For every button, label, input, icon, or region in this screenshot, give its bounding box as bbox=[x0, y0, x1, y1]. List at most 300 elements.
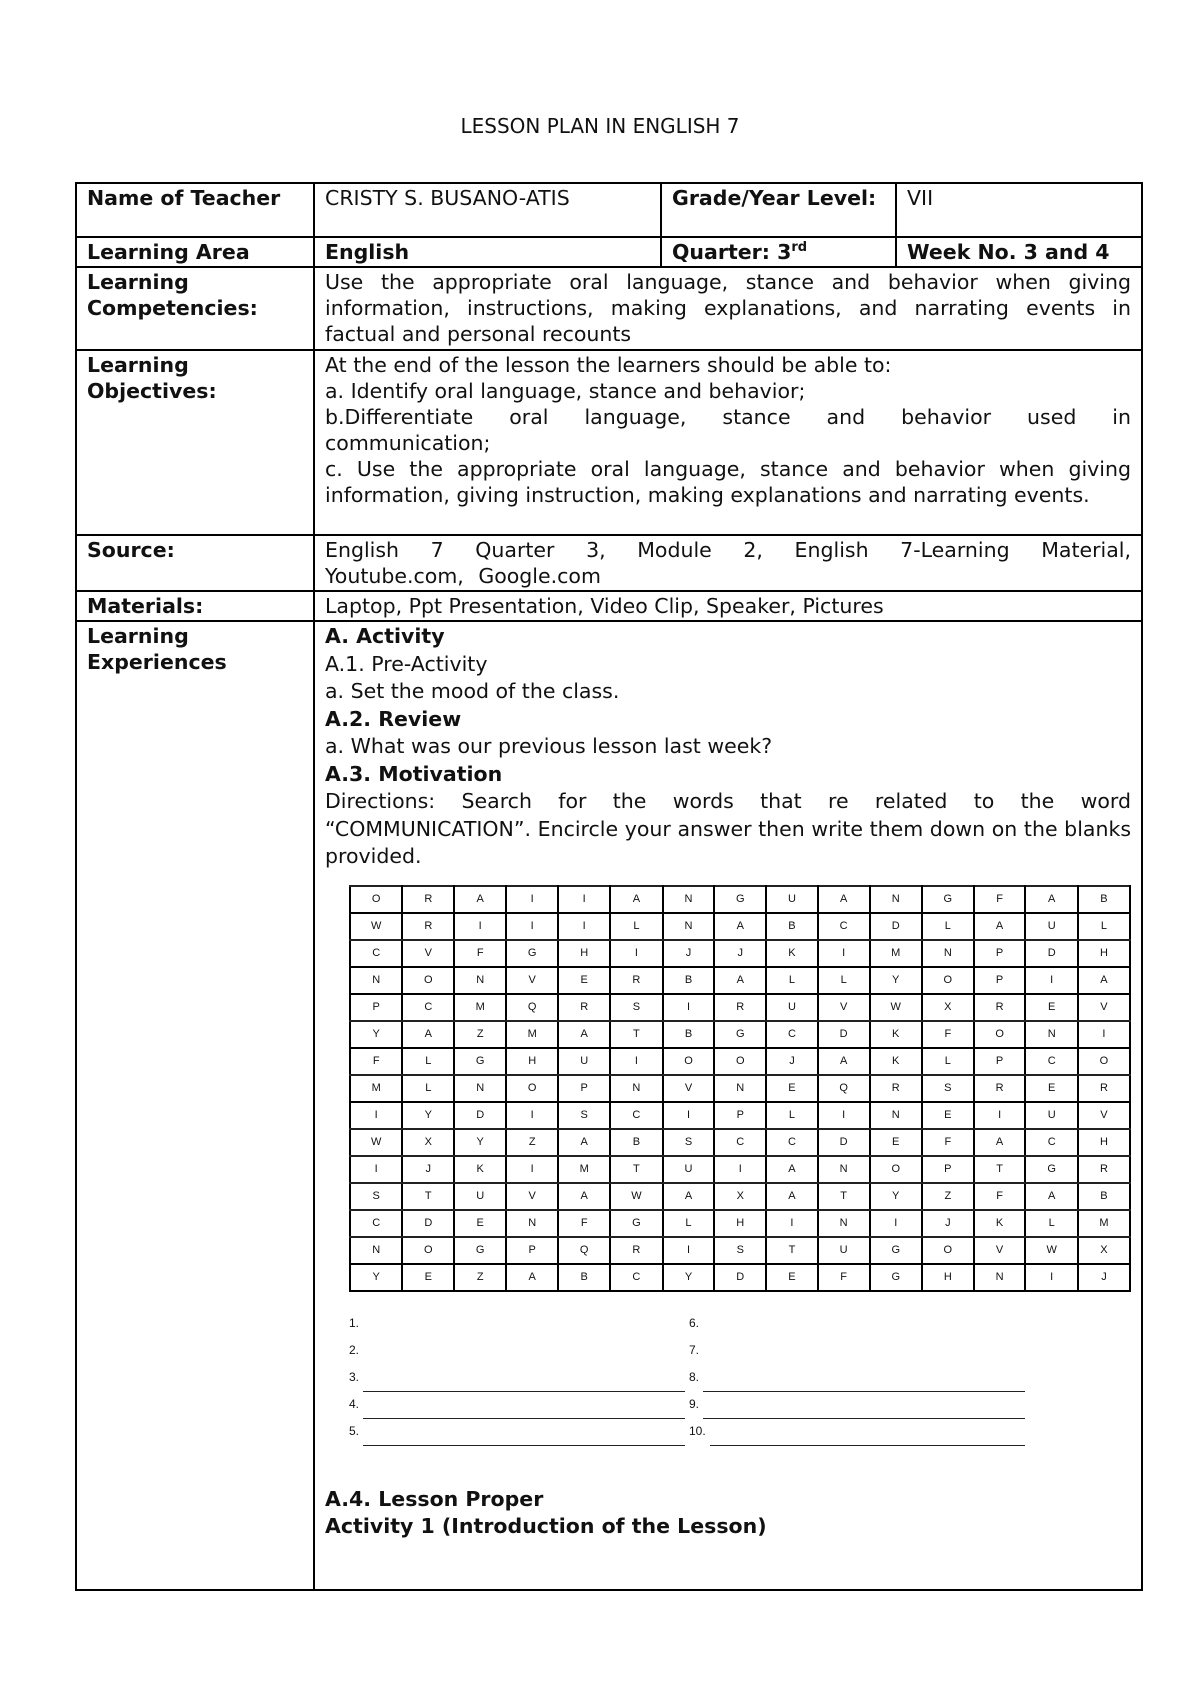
grid-cell[interactable]: S bbox=[558, 1102, 610, 1129]
answer-number: 10. bbox=[689, 1424, 706, 1438]
grid-cell[interactable]: F bbox=[558, 1210, 610, 1237]
grid-cell[interactable]: P bbox=[350, 994, 402, 1021]
answer-blank[interactable] bbox=[349, 1316, 689, 1338]
grid-cell[interactable]: A bbox=[506, 1264, 558, 1291]
grid-cell[interactable]: D bbox=[402, 1210, 454, 1237]
grid-cell[interactable]: N bbox=[870, 886, 922, 913]
answer-number: 4. bbox=[349, 1397, 360, 1411]
grid-cell[interactable]: L bbox=[1025, 1210, 1077, 1237]
grid-cell[interactable]: P bbox=[974, 1048, 1026, 1075]
grid-cell[interactable]: D bbox=[1025, 940, 1077, 967]
competencies-text: Use the appropriate oral language, stance and behavior when giving information, instructions, making explanations, and narrating events in factual and personal recounts bbox=[314, 267, 1142, 350]
grid-cell[interactable]: K bbox=[454, 1156, 506, 1183]
grid-cell[interactable]: C bbox=[766, 1129, 818, 1156]
grid-cell[interactable]: G bbox=[714, 1021, 766, 1048]
grid-cell[interactable]: J bbox=[663, 940, 715, 967]
grid-cell[interactable]: O bbox=[974, 1021, 1026, 1048]
lesson-proper-heading: A.4. Lesson Proper bbox=[325, 1486, 544, 1511]
source-label: Source: bbox=[76, 535, 314, 591]
grid-row bbox=[350, 940, 1130, 967]
grid-cell[interactable]: U bbox=[1025, 913, 1077, 940]
grid-cell[interactable]: D bbox=[454, 1102, 506, 1129]
grid-cell[interactable]: V bbox=[818, 994, 870, 1021]
grid-cell[interactable]: C bbox=[350, 940, 402, 967]
grid-cell[interactable]: X bbox=[714, 1183, 766, 1210]
grid-cell[interactable]: Z bbox=[454, 1264, 506, 1291]
grid-cell[interactable]: P bbox=[714, 1102, 766, 1129]
grid-cell[interactable]: A bbox=[974, 1129, 1026, 1156]
grid-cell[interactable]: V bbox=[663, 1075, 715, 1102]
grid-cell[interactable]: Y bbox=[663, 1264, 715, 1291]
grid-cell[interactable]: I bbox=[350, 1102, 402, 1129]
grid-cell[interactable]: T bbox=[818, 1183, 870, 1210]
grid-cell[interactable]: H bbox=[506, 1048, 558, 1075]
grid-cell[interactable]: U bbox=[818, 1237, 870, 1264]
grid-cell[interactable]: I bbox=[663, 994, 715, 1021]
grid-cell[interactable]: J bbox=[766, 1048, 818, 1075]
grid-cell[interactable]: L bbox=[766, 967, 818, 994]
grid-cell[interactable]: K bbox=[870, 1021, 922, 1048]
grid-cell[interactable]: E bbox=[870, 1129, 922, 1156]
materials-label: Materials: bbox=[76, 591, 314, 621]
grid-cell[interactable]: I bbox=[506, 1156, 558, 1183]
grid-cell[interactable]: I bbox=[506, 1102, 558, 1129]
area-value: English bbox=[314, 237, 661, 267]
answer-number: 2. bbox=[349, 1343, 360, 1357]
grid-cell[interactable]: W bbox=[350, 1129, 402, 1156]
grid-cell[interactable]: T bbox=[610, 1156, 662, 1183]
grid-cell[interactable]: B bbox=[558, 1264, 610, 1291]
answer-blank[interactable] bbox=[349, 1343, 689, 1365]
grid-cell[interactable]: O bbox=[402, 967, 454, 994]
grid-cell[interactable]: E bbox=[1025, 994, 1077, 1021]
grid-cell[interactable]: G bbox=[454, 1048, 506, 1075]
teacher-name: CRISTY S. BUSANO-ATIS bbox=[314, 183, 661, 237]
grid-cell[interactable]: N bbox=[610, 1075, 662, 1102]
grid-cell[interactable]: P bbox=[922, 1156, 974, 1183]
grid-cell[interactable]: Q bbox=[506, 994, 558, 1021]
grid-cell[interactable]: C bbox=[610, 1102, 662, 1129]
grid-cell[interactable]: N bbox=[454, 1075, 506, 1102]
grid-cell[interactable]: S bbox=[714, 1237, 766, 1264]
grid-cell[interactable]: V bbox=[974, 1237, 1026, 1264]
grid-cell[interactable]: A bbox=[974, 913, 1026, 940]
grid-cell[interactable]: A bbox=[766, 1183, 818, 1210]
grid-cell[interactable]: I bbox=[714, 1156, 766, 1183]
grid-cell[interactable]: R bbox=[974, 994, 1026, 1021]
grid-cell[interactable]: E bbox=[402, 1264, 454, 1291]
review-text: a. What was our previous lesson last week? bbox=[325, 734, 773, 758]
grid-cell[interactable]: G bbox=[870, 1237, 922, 1264]
grid-cell[interactable]: K bbox=[974, 1210, 1026, 1237]
grid-cell[interactable]: Y bbox=[454, 1129, 506, 1156]
grid-cell[interactable]: K bbox=[766, 940, 818, 967]
grid-cell[interactable]: S bbox=[922, 1075, 974, 1102]
grid-cell[interactable]: G bbox=[610, 1210, 662, 1237]
answer-line[interactable] bbox=[710, 1435, 1025, 1446]
grid-cell[interactable]: Z bbox=[454, 1021, 506, 1048]
grid-cell[interactable]: I bbox=[1078, 1021, 1130, 1048]
grid-cell[interactable]: J bbox=[402, 1156, 454, 1183]
answer-number: 9. bbox=[689, 1397, 700, 1411]
pre-activity-text: a. Set the mood of the class. bbox=[325, 679, 620, 703]
grid-cell[interactable]: A bbox=[663, 1183, 715, 1210]
grid-cell[interactable]: N bbox=[350, 967, 402, 994]
grid-cell[interactable]: N bbox=[663, 913, 715, 940]
grid-cell[interactable]: O bbox=[663, 1048, 715, 1075]
grid-cell[interactable]: I bbox=[610, 1048, 662, 1075]
answer-number: 3. bbox=[349, 1370, 360, 1384]
page-title: LESSON PLAN IN ENGLISH 7 bbox=[460, 114, 740, 138]
grid-cell[interactable]: L bbox=[663, 1210, 715, 1237]
objectives-intro: At the end of the lesson the learners should be able to: bbox=[325, 353, 892, 377]
grid-cell[interactable]: T bbox=[610, 1021, 662, 1048]
answer-blank[interactable] bbox=[349, 1397, 689, 1419]
grid-cell[interactable]: L bbox=[402, 1048, 454, 1075]
grid-cell[interactable]: F bbox=[974, 886, 1026, 913]
grid-cell[interactable]: N bbox=[714, 1075, 766, 1102]
grid-cell[interactable]: U bbox=[766, 886, 818, 913]
answer-blank[interactable] bbox=[349, 1424, 689, 1446]
grid-cell[interactable]: A bbox=[1078, 967, 1130, 994]
grid-cell[interactable]: E bbox=[766, 1264, 818, 1291]
objective-item: b.Differentiate oral language, stance and behavior used in communication; bbox=[325, 405, 1131, 455]
grid-cell[interactable]: N bbox=[1025, 1021, 1077, 1048]
grid-cell[interactable]: H bbox=[1078, 940, 1130, 967]
grid-cell[interactable]: W bbox=[1025, 1237, 1077, 1264]
grid-cell[interactable]: M bbox=[870, 940, 922, 967]
grid-cell[interactable]: H bbox=[558, 940, 610, 967]
grid-cell[interactable]: G bbox=[922, 886, 974, 913]
grid-cell[interactable]: C bbox=[714, 1129, 766, 1156]
lesson-plan-table bbox=[75, 182, 1143, 1591]
grid-cell[interactable]: A bbox=[818, 1048, 870, 1075]
answer-line[interactable] bbox=[703, 1408, 1025, 1419]
grid-cell[interactable]: H bbox=[714, 1210, 766, 1237]
answer-line[interactable] bbox=[703, 1328, 1025, 1338]
grid-cell[interactable]: A bbox=[454, 886, 506, 913]
answer-line[interactable] bbox=[363, 1408, 685, 1419]
grid-cell[interactable]: A bbox=[714, 913, 766, 940]
experiences-label: Learning Experiences bbox=[76, 621, 314, 1590]
grid-cell[interactable]: P bbox=[974, 967, 1026, 994]
grid-cell[interactable]: W bbox=[350, 913, 402, 940]
experiences-content bbox=[314, 621, 1142, 1590]
grid-cell[interactable]: X bbox=[922, 994, 974, 1021]
grid-cell[interactable]: Y bbox=[350, 1021, 402, 1048]
grid-cell[interactable]: M bbox=[1078, 1210, 1130, 1237]
grid-cell[interactable]: Q bbox=[558, 1237, 610, 1264]
grid-cell[interactable]: A bbox=[766, 1156, 818, 1183]
grid-cell[interactable]: F bbox=[922, 1021, 974, 1048]
grid-cell[interactable]: O bbox=[714, 1048, 766, 1075]
grid-cell[interactable]: V bbox=[1078, 994, 1130, 1021]
answer-line[interactable] bbox=[363, 1381, 685, 1392]
grid-cell[interactable]: I bbox=[454, 913, 506, 940]
grid-cell[interactable]: B bbox=[610, 1129, 662, 1156]
grid-cell[interactable]: N bbox=[506, 1210, 558, 1237]
grid-cell[interactable]: I bbox=[870, 1210, 922, 1237]
grid-cell[interactable]: U bbox=[1025, 1102, 1077, 1129]
grid-cell[interactable]: I bbox=[1025, 967, 1077, 994]
grid-row bbox=[350, 913, 1130, 940]
grid-cell[interactable]: L bbox=[766, 1102, 818, 1129]
grid-cell[interactable]: L bbox=[1078, 913, 1130, 940]
grid-cell[interactable]: U bbox=[454, 1183, 506, 1210]
grid-cell[interactable]: R bbox=[714, 994, 766, 1021]
grid-cell[interactable]: A bbox=[558, 1183, 610, 1210]
grid-cell[interactable]: G bbox=[506, 940, 558, 967]
grid-cell[interactable]: R bbox=[1078, 1156, 1130, 1183]
answer-blank[interactable] bbox=[689, 1424, 1029, 1446]
grid-cell[interactable]: W bbox=[610, 1183, 662, 1210]
answer-blank[interactable] bbox=[349, 1370, 689, 1392]
area-label: Learning Area bbox=[76, 237, 314, 267]
grid-row bbox=[350, 1210, 1130, 1237]
grid-cell[interactable]: I bbox=[818, 940, 870, 967]
grid-cell[interactable]: I bbox=[506, 886, 558, 913]
grade-label: Grade/Year Level: bbox=[661, 183, 896, 237]
grid-row bbox=[350, 1102, 1130, 1129]
grid-cell[interactable]: G bbox=[1025, 1156, 1077, 1183]
grid-cell[interactable]: O bbox=[402, 1237, 454, 1264]
grid-cell[interactable]: O bbox=[1078, 1048, 1130, 1075]
grid-cell[interactable]: P bbox=[558, 1075, 610, 1102]
grid-cell[interactable]: O bbox=[506, 1075, 558, 1102]
grid-cell[interactable]: N bbox=[350, 1237, 402, 1264]
grid-cell[interactable]: B bbox=[663, 967, 715, 994]
grid-cell[interactable]: B bbox=[1078, 1183, 1130, 1210]
quarter-sup: rd bbox=[791, 240, 808, 256]
grid-cell[interactable]: L bbox=[818, 967, 870, 994]
activity-heading: A. Activity bbox=[325, 624, 445, 648]
grid-cell[interactable]: R bbox=[402, 913, 454, 940]
answer-number: 7. bbox=[689, 1343, 700, 1357]
answer-blank[interactable] bbox=[689, 1397, 1029, 1419]
grid-cell[interactable]: N bbox=[870, 1102, 922, 1129]
grid-cell[interactable]: R bbox=[610, 1237, 662, 1264]
grid-cell[interactable]: E bbox=[922, 1102, 974, 1129]
grid-row bbox=[350, 1048, 1130, 1075]
grid-cell[interactable]: A bbox=[558, 1021, 610, 1048]
grid-cell[interactable]: O bbox=[870, 1156, 922, 1183]
answer-blank[interactable] bbox=[689, 1370, 1029, 1392]
grid-cell[interactable]: I bbox=[350, 1156, 402, 1183]
grid-cell[interactable]: M bbox=[506, 1021, 558, 1048]
grid-cell[interactable]: B bbox=[1078, 886, 1130, 913]
grid-cell[interactable]: H bbox=[1078, 1129, 1130, 1156]
grid-cell[interactable]: O bbox=[922, 1237, 974, 1264]
grid-row bbox=[350, 1264, 1130, 1291]
grid-cell[interactable]: R bbox=[1078, 1075, 1130, 1102]
grid-cell[interactable]: W bbox=[870, 994, 922, 1021]
grid-cell[interactable]: N bbox=[454, 967, 506, 994]
answer-line[interactable] bbox=[363, 1435, 685, 1446]
grid-cell[interactable]: I bbox=[1025, 1264, 1077, 1291]
grid-cell[interactable]: D bbox=[818, 1129, 870, 1156]
grid-cell[interactable]: F bbox=[974, 1183, 1026, 1210]
grid-cell[interactable]: C bbox=[1025, 1048, 1077, 1075]
grid-cell[interactable]: E bbox=[766, 1075, 818, 1102]
week: Week No. 3 and 4 bbox=[896, 237, 1142, 267]
grid-cell[interactable]: H bbox=[922, 1264, 974, 1291]
answer-line[interactable] bbox=[363, 1355, 685, 1365]
grid-cell[interactable]: L bbox=[922, 1048, 974, 1075]
grid-cell[interactable]: M bbox=[350, 1075, 402, 1102]
grid-cell[interactable]: R bbox=[558, 994, 610, 1021]
grid-cell[interactable]: S bbox=[610, 994, 662, 1021]
grid-cell[interactable]: Z bbox=[922, 1183, 974, 1210]
grid-cell[interactable]: V bbox=[506, 1183, 558, 1210]
grid-cell[interactable]: I bbox=[610, 940, 662, 967]
grid-row bbox=[350, 886, 1130, 913]
answer-line[interactable] bbox=[703, 1355, 1025, 1365]
grid-row bbox=[350, 1237, 1130, 1264]
answer-line[interactable] bbox=[363, 1328, 685, 1338]
objective-item: c. Use the appropriate oral language, stance and behavior when giving information, giving instruction, making explanations and narrating events. bbox=[325, 457, 1131, 507]
grid-cell[interactable]: O bbox=[350, 886, 402, 913]
grid-row bbox=[350, 1021, 1130, 1048]
grid-cell[interactable]: N bbox=[974, 1264, 1026, 1291]
grid-cell[interactable]: A bbox=[402, 1021, 454, 1048]
competencies-label: Learning Competencies: bbox=[76, 267, 314, 350]
grid-cell[interactable]: C bbox=[818, 913, 870, 940]
grid-cell[interactable]: P bbox=[974, 940, 1026, 967]
grid-cell[interactable]: C bbox=[402, 994, 454, 1021]
grid-cell[interactable]: P bbox=[506, 1237, 558, 1264]
word-search-grid bbox=[349, 885, 1131, 1292]
answer-number: 5. bbox=[349, 1424, 360, 1438]
grid-cell[interactable]: N bbox=[922, 940, 974, 967]
grid-cell[interactable]: F bbox=[818, 1264, 870, 1291]
objective-item: a. Identify oral language, stance and behavior; bbox=[325, 379, 806, 403]
grid-cell[interactable]: U bbox=[558, 1048, 610, 1075]
grid-cell[interactable]: L bbox=[402, 1075, 454, 1102]
grid-cell[interactable]: E bbox=[558, 967, 610, 994]
grid-cell[interactable]: A bbox=[558, 1129, 610, 1156]
grid-cell[interactable]: J bbox=[922, 1210, 974, 1237]
grid-cell[interactable]: M bbox=[454, 994, 506, 1021]
grid-cell[interactable]: G bbox=[870, 1264, 922, 1291]
grid-cell[interactable]: I bbox=[766, 1210, 818, 1237]
grid-cell[interactable]: Z bbox=[506, 1129, 558, 1156]
grid-cell[interactable]: C bbox=[350, 1210, 402, 1237]
grid-cell[interactable]: Q bbox=[818, 1075, 870, 1102]
grade-value: VII bbox=[896, 183, 1142, 237]
grid-cell[interactable]: R bbox=[974, 1075, 1026, 1102]
grid-cell[interactable]: R bbox=[402, 886, 454, 913]
grid-cell[interactable]: I bbox=[558, 886, 610, 913]
grid-cell[interactable]: K bbox=[870, 1048, 922, 1075]
quarter bbox=[661, 237, 896, 267]
grid-cell[interactable]: G bbox=[714, 886, 766, 913]
grid-cell[interactable]: F bbox=[922, 1129, 974, 1156]
grid-cell[interactable]: D bbox=[714, 1264, 766, 1291]
grid-cell[interactable]: A bbox=[610, 886, 662, 913]
grid-row bbox=[350, 967, 1130, 994]
grid-cell[interactable]: V bbox=[1078, 1102, 1130, 1129]
grid-cell[interactable]: A bbox=[714, 967, 766, 994]
grid-cell[interactable]: C bbox=[766, 1021, 818, 1048]
grid-row bbox=[350, 994, 1130, 1021]
grid-cell[interactable]: N bbox=[818, 1210, 870, 1237]
grid-cell[interactable]: Y bbox=[402, 1102, 454, 1129]
answer-blank[interactable] bbox=[689, 1343, 1029, 1365]
grid-cell[interactable]: I bbox=[663, 1237, 715, 1264]
grid-cell[interactable]: Y bbox=[350, 1264, 402, 1291]
grid-cell[interactable]: I bbox=[974, 1102, 1026, 1129]
grid-cell[interactable]: F bbox=[350, 1048, 402, 1075]
objectives-label: Learning Objectives: bbox=[76, 350, 314, 535]
motivation-heading: A.3. Motivation bbox=[325, 761, 503, 786]
grid-cell[interactable]: E bbox=[454, 1210, 506, 1237]
grid-cell[interactable]: F bbox=[454, 940, 506, 967]
grid-cell[interactable]: B bbox=[766, 913, 818, 940]
grid-cell[interactable]: I bbox=[663, 1102, 715, 1129]
answer-number: 8. bbox=[689, 1370, 700, 1384]
grid-cell[interactable]: R bbox=[870, 1075, 922, 1102]
grid-cell[interactable]: V bbox=[506, 967, 558, 994]
answer-blanks bbox=[349, 1316, 1029, 1446]
grid-cell[interactable]: I bbox=[818, 1102, 870, 1129]
grid-cell[interactable]: C bbox=[1025, 1129, 1077, 1156]
grid-cell[interactable]: X bbox=[402, 1129, 454, 1156]
grid-cell[interactable]: T bbox=[766, 1237, 818, 1264]
grid-cell[interactable]: A bbox=[1025, 886, 1077, 913]
grid-cell[interactable]: X bbox=[1078, 1237, 1130, 1264]
grid-cell[interactable]: S bbox=[663, 1129, 715, 1156]
grid-cell[interactable]: Y bbox=[870, 967, 922, 994]
activity1-heading: Activity 1 (Introduction of the Lesson) bbox=[325, 1514, 767, 1538]
grid-cell[interactable]: D bbox=[818, 1021, 870, 1048]
grid-cell[interactable]: C bbox=[610, 1264, 662, 1291]
grid-cell[interactable]: N bbox=[663, 886, 715, 913]
grid-cell[interactable]: U bbox=[766, 994, 818, 1021]
grid-cell[interactable]: D bbox=[870, 913, 922, 940]
grid-cell[interactable]: I bbox=[558, 913, 610, 940]
grid-cell[interactable]: V bbox=[402, 940, 454, 967]
grid-cell[interactable]: J bbox=[1078, 1264, 1130, 1291]
answer-blank[interactable] bbox=[689, 1316, 1029, 1338]
grid-cell[interactable]: B bbox=[663, 1021, 715, 1048]
answer-number: 1. bbox=[349, 1316, 360, 1330]
grid-cell[interactable]: N bbox=[818, 1156, 870, 1183]
grid-cell[interactable]: M bbox=[558, 1156, 610, 1183]
grid-cell[interactable]: J bbox=[714, 940, 766, 967]
grid-cell[interactable]: L bbox=[610, 913, 662, 940]
grid-cell[interactable]: A bbox=[1025, 1183, 1077, 1210]
grid-cell[interactable]: S bbox=[350, 1183, 402, 1210]
grid-cell[interactable]: R bbox=[610, 967, 662, 994]
objectives-text bbox=[314, 350, 1142, 535]
grid-cell[interactable]: U bbox=[663, 1156, 715, 1183]
grid-cell[interactable]: E bbox=[1025, 1075, 1077, 1102]
grid-cell[interactable]: G bbox=[454, 1237, 506, 1264]
answer-line[interactable] bbox=[703, 1381, 1025, 1392]
grid-row bbox=[350, 1156, 1130, 1183]
pre-activity-heading: A.1. Pre-Activity bbox=[325, 651, 488, 676]
grid-cell[interactable]: I bbox=[506, 913, 558, 940]
teacher-label: Name of Teacher bbox=[76, 183, 314, 237]
grid-cell[interactable]: T bbox=[974, 1156, 1026, 1183]
materials-text: Laptop, Ppt Presentation, Video Clip, Speaker, Pictures bbox=[314, 591, 1142, 621]
grid-cell[interactable]: Y bbox=[870, 1183, 922, 1210]
grid-cell[interactable]: A bbox=[818, 886, 870, 913]
grid-cell[interactable]: O bbox=[922, 967, 974, 994]
grid-cell[interactable]: T bbox=[402, 1183, 454, 1210]
quarter-label: Quarter: 3 bbox=[672, 240, 792, 264]
grid-cell[interactable]: L bbox=[922, 913, 974, 940]
